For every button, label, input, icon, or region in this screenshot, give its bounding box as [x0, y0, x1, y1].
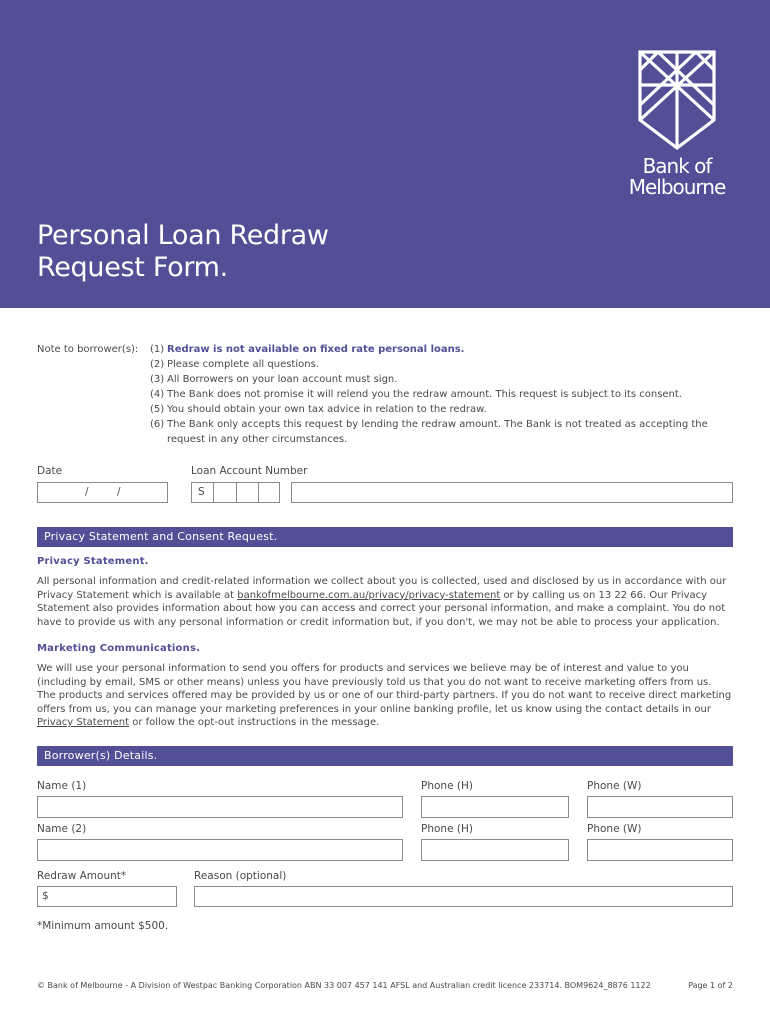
note-number: (6): [150, 419, 165, 430]
phone-w-field-2[interactable]: [587, 839, 733, 861]
date-field[interactable]: [37, 482, 168, 503]
account-digit-box[interactable]: [213, 482, 236, 503]
note-number: (2): [150, 359, 165, 370]
note-text: All Borrowers on your loan account must sign.: [167, 374, 398, 385]
privacy-statement-heading: Privacy Statement.: [37, 556, 149, 567]
privacy-section-header: Privacy Statement and Consent Request.: [37, 527, 733, 547]
shield-lattice-icon: [638, 50, 716, 150]
marketing-heading: Marketing Communications.: [37, 643, 201, 654]
note-text: The Bank only accepts this request by lending the redraw amount. The Bank is not treated as accepting the request in any other circumstances.: [167, 419, 708, 445]
marketing-text-part: or follow the opt-out instructions in the message.: [129, 717, 380, 728]
privacy-text-part: or by calling us on 13 22 66. Our Privacy Statement also provides information about how you can access and correct your personal information, and make a complaint. You do not have to provide us with any personal information or credit information but, if you don't, we may not be able to process your application.: [37, 589, 726, 628]
phone-h-field-2[interactable]: [421, 839, 569, 861]
note-item: [150, 402, 725, 417]
phone-h-field-1[interactable]: [421, 796, 569, 818]
privacy-link[interactable]: bankofmelbourne.com.au/privacy/privacy-statement: [237, 589, 501, 601]
notes-list: [150, 342, 725, 447]
phone-h-label: Phone (H): [421, 823, 473, 835]
phone-w-field-1[interactable]: [587, 796, 733, 818]
logo-text-line1: Bank of: [642, 154, 712, 178]
name2-label: Name (2): [37, 823, 87, 835]
note-text: Redraw is not available on fixed rate personal loans.: [167, 344, 465, 355]
note-item: [150, 417, 725, 447]
note-number: (1): [150, 344, 165, 355]
name1-field[interactable]: [37, 796, 403, 818]
page-title: [37, 220, 329, 284]
note-number: (4): [150, 389, 165, 400]
note-text: You should obtain your own tax advice in relation to the redraw.: [167, 404, 487, 415]
account-digit-box[interactable]: [236, 482, 258, 503]
account-number-field[interactable]: [291, 482, 733, 503]
footer-legal: © Bank of Melbourne - A Division of Westpac Banking Corporation ABN 33 007 457 141 AFSL and Australian credit licence 233714. BOM9624_8876 1122: [37, 981, 651, 990]
redraw-amount-field[interactable]: [37, 886, 177, 907]
logo-text-line2: Melbourne: [628, 175, 726, 199]
name1-label: Name (1): [37, 780, 87, 792]
privacy-statement-link[interactable]: Privacy Statement: [37, 717, 130, 728]
note-text: The Bank does not promise it will relend you the redraw amount. This request is subject to its consent.: [167, 389, 682, 400]
account-label: Loan Account Number: [191, 465, 308, 477]
currency-prefix: $: [42, 890, 49, 902]
privacy-text-part: All personal information and credit-related information we collect about you is collected, used and disclosed by us in accordance with our Privacy Statement which is available at: [37, 576, 727, 601]
date-label: Date: [37, 465, 63, 477]
note-item: [150, 342, 725, 357]
date-separator: /: [117, 486, 121, 498]
title-line-2: Request Form.: [37, 252, 228, 283]
marketing-text: [37, 662, 733, 730]
bank-logo: [616, 50, 738, 198]
note-text: Please complete all questions.: [167, 359, 319, 370]
phone-w-label: Phone (W): [587, 780, 642, 792]
minimum-amount-note: *Minimum amount $500.: [37, 920, 169, 932]
account-digit-box[interactable]: [258, 482, 280, 503]
note-number: (3): [150, 374, 165, 385]
marketing-text-part: We will use your personal information to send you offers for products and services we believe may be of interest and value to you (including by email, SMS or other means) unless you have previously told us that you do not want to receive marketing offers from us. The products and services offered may be provided by us or one of our third-party partners. If you do not want to receive direct marketing offers from us, you can manage your marketing preferences in your online banking profile, let us know using the contact details in our: [37, 663, 732, 715]
reason-field[interactable]: [194, 886, 733, 907]
title-line-1: Personal Loan Redraw: [37, 220, 329, 251]
name2-field[interactable]: [37, 839, 403, 861]
reason-label: Reason (optional): [194, 870, 287, 882]
page-number: Page 1 of 2: [688, 981, 733, 990]
note-item: [150, 387, 725, 402]
note-item: [150, 357, 725, 372]
note-number: (5): [150, 404, 165, 415]
phone-h-label: Phone (H): [421, 780, 473, 792]
header-banner: [0, 0, 770, 308]
account-prefix: S: [198, 486, 205, 498]
privacy-statement-text: [37, 575, 733, 629]
account-prefix-box: [191, 482, 213, 503]
notes-label: Note to borrower(s):: [37, 344, 139, 355]
phone-w-label: Phone (W): [587, 823, 642, 835]
date-separator: /: [85, 486, 89, 498]
note-item: [150, 372, 725, 387]
redraw-amount-label: Redraw Amount*: [37, 870, 127, 882]
borrowers-section-header: Borrower(s) Details.: [37, 746, 733, 766]
